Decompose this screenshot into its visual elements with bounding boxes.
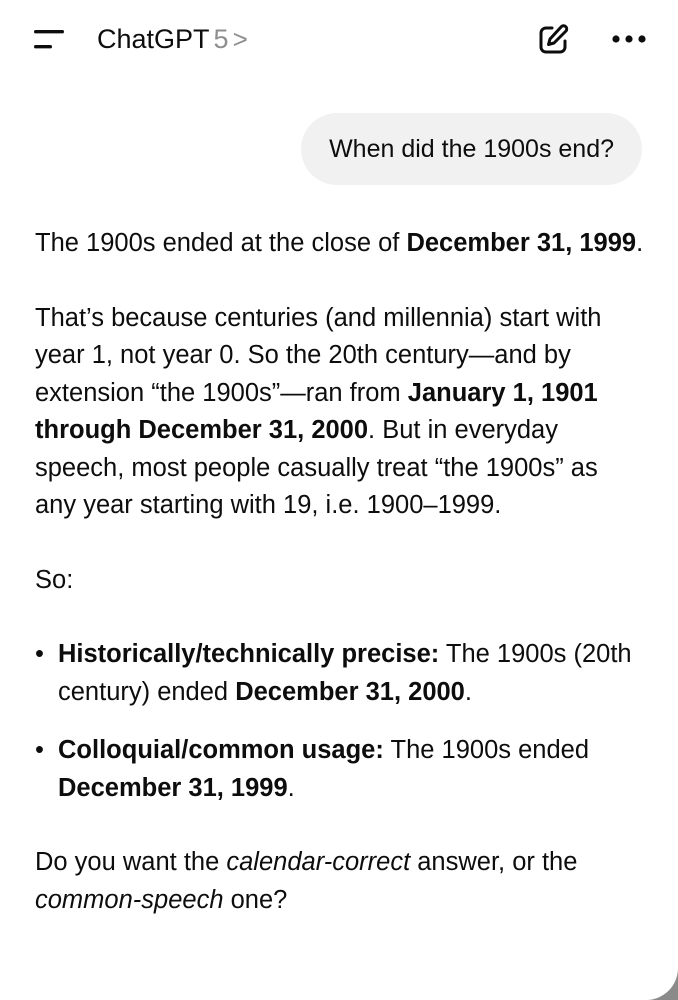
answer-text: . — [636, 229, 644, 257]
answer-italic-text: common-speech — [35, 885, 224, 914]
bullet-label: Colloquial/common usage: — [58, 736, 384, 764]
answer-italic-text: calendar-correct — [226, 848, 411, 876]
answer-text: answer, or the — [410, 848, 578, 876]
hamburger-menu-icon[interactable] — [32, 27, 66, 51]
answer-text: The 1900s ended — [383, 736, 589, 764]
scroll-indicator[interactable] — [638, 960, 678, 1000]
answer-paragraph: So: — [35, 565, 74, 594]
assistant-message — [35, 225, 645, 956]
app-title: ChatGPT — [97, 24, 210, 54]
bullet-label: Historically/technically precise: — [58, 640, 440, 668]
model-version: 5 — [213, 24, 229, 54]
new-chat-pencil-icon[interactable] — [535, 22, 571, 58]
answer-paragraph — [35, 300, 645, 525]
answer-bold-text: January 1, 1901 through December 31, 2000 — [35, 378, 598, 444]
answer-bold-text: December 31, 2000 — [235, 677, 465, 706]
model-selector[interactable] — [97, 22, 248, 56]
answer-text: The 1900s ended at the close of — [35, 229, 407, 257]
answer-bullet-list — [35, 636, 645, 807]
answer-text: . — [287, 773, 295, 802]
answer-paragraph — [35, 844, 645, 919]
answer-text: . — [464, 677, 472, 706]
answer-text: one? — [223, 885, 288, 914]
user-message-bubble: When did the 1900s end? — [301, 113, 642, 185]
answer-bold-text: December 31, 1999 — [406, 229, 637, 257]
ellipsis-icon[interactable] — [611, 34, 647, 44]
answer-text: That’s because centuries (and millennia) start with year 1, not year 0. So the 20th century—and by extension “the 1900s”—ran from — [35, 303, 602, 407]
top-bar — [0, 0, 678, 80]
answer-text: Do you want the — [35, 848, 227, 876]
answer-paragraph — [35, 225, 645, 263]
answer-text: The 1900s (20th century) ended — [58, 640, 632, 706]
answer-text: . But in everyday speech, most people casually treat “the 1900s” as any year starting with 19, i.e. 1900–1999. — [35, 416, 598, 519]
list-item — [35, 732, 645, 807]
chevron-right-icon: > — [232, 24, 248, 54]
answer-bold-text: December 31, 1999 — [58, 773, 288, 802]
list-item — [35, 636, 645, 711]
